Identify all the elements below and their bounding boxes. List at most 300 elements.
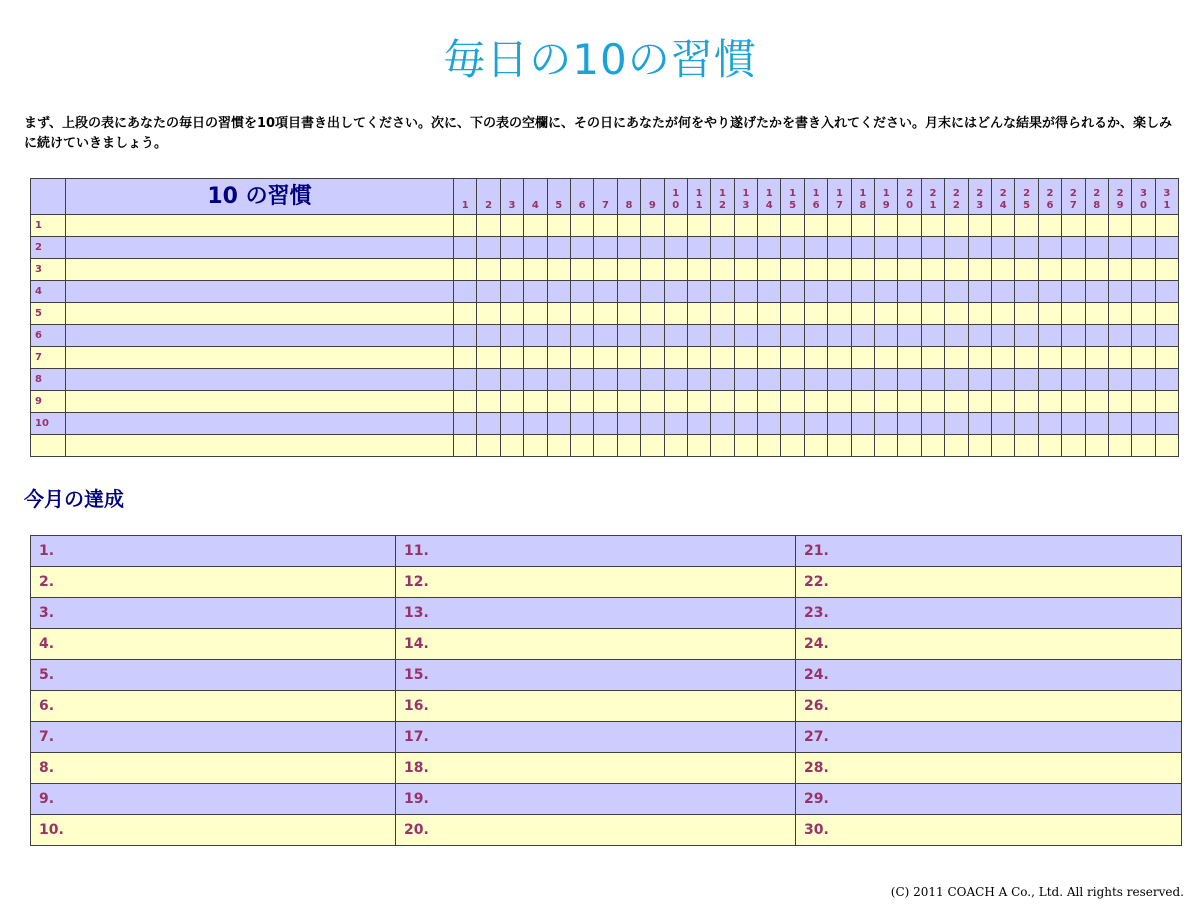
achievement-cell[interactable]: 24. xyxy=(796,629,1182,660)
check-cell[interactable] xyxy=(1132,435,1155,457)
achievement-cell[interactable]: 13. xyxy=(396,598,796,629)
check-cell[interactable] xyxy=(594,259,617,281)
check-cell[interactable] xyxy=(570,391,593,413)
check-cell[interactable] xyxy=(1015,215,1038,237)
check-cell[interactable] xyxy=(1038,215,1061,237)
check-cell[interactable] xyxy=(594,281,617,303)
check-cell[interactable] xyxy=(758,369,781,391)
check-cell[interactable] xyxy=(570,215,593,237)
check-cell[interactable] xyxy=(734,281,757,303)
habit-cell[interactable] xyxy=(66,215,454,237)
check-cell[interactable] xyxy=(547,435,570,457)
check-cell[interactable] xyxy=(1085,347,1108,369)
check-cell[interactable] xyxy=(828,391,851,413)
achievement-cell[interactable]: 24. xyxy=(796,660,1182,691)
check-cell[interactable] xyxy=(594,369,617,391)
check-cell[interactable] xyxy=(968,347,991,369)
check-cell[interactable] xyxy=(804,347,827,369)
check-cell[interactable] xyxy=(1038,413,1061,435)
habit-cell[interactable] xyxy=(66,281,454,303)
habit-cell[interactable] xyxy=(66,347,454,369)
check-cell[interactable] xyxy=(524,237,547,259)
check-cell[interactable] xyxy=(898,413,921,435)
check-cell[interactable] xyxy=(1015,325,1038,347)
check-cell[interactable] xyxy=(500,215,523,237)
check-cell[interactable] xyxy=(500,303,523,325)
check-cell[interactable] xyxy=(454,413,477,435)
check-cell[interactable] xyxy=(781,237,804,259)
check-cell[interactable] xyxy=(1132,347,1155,369)
achievement-cell[interactable]: 20. xyxy=(396,815,796,846)
check-cell[interactable] xyxy=(524,259,547,281)
achievement-cell[interactable]: 22. xyxy=(796,567,1182,598)
check-cell[interactable] xyxy=(1155,281,1178,303)
check-cell[interactable] xyxy=(1038,281,1061,303)
check-cell[interactable] xyxy=(991,325,1014,347)
check-cell[interactable] xyxy=(1132,281,1155,303)
check-cell[interactable] xyxy=(594,325,617,347)
check-cell[interactable] xyxy=(711,237,734,259)
check-cell[interactable] xyxy=(851,303,874,325)
check-cell[interactable] xyxy=(454,347,477,369)
check-cell[interactable] xyxy=(594,303,617,325)
check-cell[interactable] xyxy=(968,281,991,303)
check-cell[interactable] xyxy=(1038,369,1061,391)
check-cell[interactable] xyxy=(711,347,734,369)
check-cell[interactable] xyxy=(991,347,1014,369)
check-cell[interactable] xyxy=(898,303,921,325)
check-cell[interactable] xyxy=(500,281,523,303)
check-cell[interactable] xyxy=(1132,303,1155,325)
check-cell[interactable] xyxy=(711,369,734,391)
check-cell[interactable] xyxy=(898,237,921,259)
check-cell[interactable] xyxy=(477,215,500,237)
check-cell[interactable] xyxy=(687,281,710,303)
habit-cell[interactable] xyxy=(66,391,454,413)
check-cell[interactable] xyxy=(617,237,640,259)
check-cell[interactable] xyxy=(594,413,617,435)
check-cell[interactable] xyxy=(921,281,944,303)
check-cell[interactable] xyxy=(1155,303,1178,325)
check-cell[interactable] xyxy=(945,281,968,303)
check-cell[interactable] xyxy=(781,215,804,237)
check-cell[interactable] xyxy=(570,369,593,391)
check-cell[interactable] xyxy=(734,435,757,457)
check-cell[interactable] xyxy=(1015,259,1038,281)
check-cell[interactable] xyxy=(991,237,1014,259)
check-cell[interactable] xyxy=(828,215,851,237)
check-cell[interactable] xyxy=(500,237,523,259)
check-cell[interactable] xyxy=(524,435,547,457)
achievement-cell[interactable]: 9. xyxy=(31,784,396,815)
check-cell[interactable] xyxy=(851,237,874,259)
check-cell[interactable] xyxy=(945,413,968,435)
check-cell[interactable] xyxy=(500,413,523,435)
check-cell[interactable] xyxy=(758,303,781,325)
check-cell[interactable] xyxy=(547,369,570,391)
check-cell[interactable] xyxy=(851,215,874,237)
check-cell[interactable] xyxy=(1085,325,1108,347)
check-cell[interactable] xyxy=(454,215,477,237)
check-cell[interactable] xyxy=(524,369,547,391)
check-cell[interactable] xyxy=(968,369,991,391)
check-cell[interactable] xyxy=(687,237,710,259)
check-cell[interactable] xyxy=(968,435,991,457)
check-cell[interactable] xyxy=(1108,347,1131,369)
check-cell[interactable] xyxy=(547,347,570,369)
check-cell[interactable] xyxy=(570,237,593,259)
check-cell[interactable] xyxy=(641,215,664,237)
check-cell[interactable] xyxy=(711,215,734,237)
check-cell[interactable] xyxy=(641,237,664,259)
check-cell[interactable] xyxy=(524,325,547,347)
check-cell[interactable] xyxy=(687,413,710,435)
check-cell[interactable] xyxy=(851,325,874,347)
check-cell[interactable] xyxy=(664,369,687,391)
check-cell[interactable] xyxy=(921,303,944,325)
check-cell[interactable] xyxy=(921,369,944,391)
check-cell[interactable] xyxy=(1015,237,1038,259)
check-cell[interactable] xyxy=(828,281,851,303)
check-cell[interactable] xyxy=(570,435,593,457)
check-cell[interactable] xyxy=(477,347,500,369)
check-cell[interactable] xyxy=(1108,369,1131,391)
check-cell[interactable] xyxy=(641,435,664,457)
habit-cell[interactable] xyxy=(66,259,454,281)
check-cell[interactable] xyxy=(734,259,757,281)
check-cell[interactable] xyxy=(687,391,710,413)
check-cell[interactable] xyxy=(851,391,874,413)
check-cell[interactable] xyxy=(758,325,781,347)
achievement-cell[interactable]: 16. xyxy=(396,691,796,722)
check-cell[interactable] xyxy=(1132,413,1155,435)
check-cell[interactable] xyxy=(664,281,687,303)
check-cell[interactable] xyxy=(945,325,968,347)
check-cell[interactable] xyxy=(454,281,477,303)
check-cell[interactable] xyxy=(968,413,991,435)
habit-cell[interactable] xyxy=(66,369,454,391)
check-cell[interactable] xyxy=(1108,237,1131,259)
check-cell[interactable] xyxy=(734,347,757,369)
check-cell[interactable] xyxy=(477,303,500,325)
check-cell[interactable] xyxy=(500,325,523,347)
check-cell[interactable] xyxy=(875,369,898,391)
check-cell[interactable] xyxy=(898,435,921,457)
check-cell[interactable] xyxy=(641,369,664,391)
check-cell[interactable] xyxy=(547,281,570,303)
check-cell[interactable] xyxy=(687,347,710,369)
check-cell[interactable] xyxy=(454,391,477,413)
check-cell[interactable] xyxy=(711,413,734,435)
check-cell[interactable] xyxy=(804,325,827,347)
check-cell[interactable] xyxy=(968,391,991,413)
check-cell[interactable] xyxy=(734,325,757,347)
check-cell[interactable] xyxy=(477,259,500,281)
check-cell[interactable] xyxy=(875,281,898,303)
check-cell[interactable] xyxy=(1155,215,1178,237)
check-cell[interactable] xyxy=(758,435,781,457)
check-cell[interactable] xyxy=(991,215,1014,237)
achievement-cell[interactable]: 14. xyxy=(396,629,796,660)
check-cell[interactable] xyxy=(664,435,687,457)
check-cell[interactable] xyxy=(804,369,827,391)
check-cell[interactable] xyxy=(641,347,664,369)
check-cell[interactable] xyxy=(477,325,500,347)
achievement-cell[interactable]: 17. xyxy=(396,722,796,753)
check-cell[interactable] xyxy=(500,347,523,369)
check-cell[interactable] xyxy=(898,215,921,237)
check-cell[interactable] xyxy=(991,281,1014,303)
check-cell[interactable] xyxy=(1132,237,1155,259)
check-cell[interactable] xyxy=(1062,347,1085,369)
achievement-cell[interactable]: 8. xyxy=(31,753,396,784)
check-cell[interactable] xyxy=(664,237,687,259)
check-cell[interactable] xyxy=(781,435,804,457)
check-cell[interactable] xyxy=(1038,391,1061,413)
check-cell[interactable] xyxy=(781,391,804,413)
check-cell[interactable] xyxy=(594,215,617,237)
check-cell[interactable] xyxy=(1062,413,1085,435)
check-cell[interactable] xyxy=(781,413,804,435)
check-cell[interactable] xyxy=(945,237,968,259)
check-cell[interactable] xyxy=(1015,347,1038,369)
check-cell[interactable] xyxy=(454,259,477,281)
check-cell[interactable] xyxy=(968,325,991,347)
check-cell[interactable] xyxy=(804,215,827,237)
check-cell[interactable] xyxy=(524,391,547,413)
achievement-cell[interactable]: 21. xyxy=(796,536,1182,567)
achievement-cell[interactable]: 18. xyxy=(396,753,796,784)
check-cell[interactable] xyxy=(1108,325,1131,347)
check-cell[interactable] xyxy=(968,215,991,237)
check-cell[interactable] xyxy=(1155,391,1178,413)
check-cell[interactable] xyxy=(500,369,523,391)
check-cell[interactable] xyxy=(758,391,781,413)
achievement-cell[interactable]: 5. xyxy=(31,660,396,691)
check-cell[interactable] xyxy=(921,413,944,435)
check-cell[interactable] xyxy=(1062,259,1085,281)
check-cell[interactable] xyxy=(477,281,500,303)
check-cell[interactable] xyxy=(1038,325,1061,347)
habit-cell[interactable] xyxy=(66,237,454,259)
check-cell[interactable] xyxy=(1062,435,1085,457)
check-cell[interactable] xyxy=(921,325,944,347)
check-cell[interactable] xyxy=(524,347,547,369)
check-cell[interactable] xyxy=(570,347,593,369)
check-cell[interactable] xyxy=(991,369,1014,391)
check-cell[interactable] xyxy=(898,347,921,369)
check-cell[interactable] xyxy=(570,413,593,435)
check-cell[interactable] xyxy=(524,215,547,237)
check-cell[interactable] xyxy=(804,259,827,281)
check-cell[interactable] xyxy=(1038,303,1061,325)
check-cell[interactable] xyxy=(921,435,944,457)
check-cell[interactable] xyxy=(1155,325,1178,347)
check-cell[interactable] xyxy=(570,303,593,325)
check-cell[interactable] xyxy=(594,347,617,369)
check-cell[interactable] xyxy=(828,303,851,325)
check-cell[interactable] xyxy=(594,435,617,457)
check-cell[interactable] xyxy=(828,413,851,435)
check-cell[interactable] xyxy=(570,281,593,303)
check-cell[interactable] xyxy=(945,215,968,237)
check-cell[interactable] xyxy=(477,369,500,391)
check-cell[interactable] xyxy=(1155,369,1178,391)
achievement-cell[interactable]: 23. xyxy=(796,598,1182,629)
check-cell[interactable] xyxy=(1062,303,1085,325)
check-cell[interactable] xyxy=(1155,435,1178,457)
check-cell[interactable] xyxy=(1155,259,1178,281)
check-cell[interactable] xyxy=(781,281,804,303)
check-cell[interactable] xyxy=(1132,259,1155,281)
check-cell[interactable] xyxy=(1015,281,1038,303)
check-cell[interactable] xyxy=(477,413,500,435)
check-cell[interactable] xyxy=(617,347,640,369)
achievement-cell[interactable]: 2. xyxy=(31,567,396,598)
check-cell[interactable] xyxy=(921,347,944,369)
check-cell[interactable] xyxy=(851,435,874,457)
check-cell[interactable] xyxy=(945,347,968,369)
check-cell[interactable] xyxy=(524,413,547,435)
achievement-cell[interactable]: 12. xyxy=(396,567,796,598)
check-cell[interactable] xyxy=(875,347,898,369)
check-cell[interactable] xyxy=(547,303,570,325)
check-cell[interactable] xyxy=(454,325,477,347)
check-cell[interactable] xyxy=(664,347,687,369)
check-cell[interactable] xyxy=(1085,369,1108,391)
check-cell[interactable] xyxy=(781,259,804,281)
check-cell[interactable] xyxy=(524,281,547,303)
check-cell[interactable] xyxy=(1108,281,1131,303)
check-cell[interactable] xyxy=(641,303,664,325)
check-cell[interactable] xyxy=(500,391,523,413)
check-cell[interactable] xyxy=(1085,413,1108,435)
achievement-cell[interactable]: 3. xyxy=(31,598,396,629)
check-cell[interactable] xyxy=(734,413,757,435)
check-cell[interactable] xyxy=(875,391,898,413)
check-cell[interactable] xyxy=(898,281,921,303)
check-cell[interactable] xyxy=(617,281,640,303)
check-cell[interactable] xyxy=(851,369,874,391)
check-cell[interactable] xyxy=(875,259,898,281)
check-cell[interactable] xyxy=(641,413,664,435)
check-cell[interactable] xyxy=(687,325,710,347)
check-cell[interactable] xyxy=(804,391,827,413)
check-cell[interactable] xyxy=(1108,303,1131,325)
check-cell[interactable] xyxy=(1062,237,1085,259)
check-cell[interactable] xyxy=(1038,347,1061,369)
check-cell[interactable] xyxy=(617,413,640,435)
check-cell[interactable] xyxy=(1108,413,1131,435)
check-cell[interactable] xyxy=(477,391,500,413)
check-cell[interactable] xyxy=(1155,237,1178,259)
check-cell[interactable] xyxy=(828,369,851,391)
habit-cell[interactable] xyxy=(66,325,454,347)
check-cell[interactable] xyxy=(687,369,710,391)
check-cell[interactable] xyxy=(758,281,781,303)
check-cell[interactable] xyxy=(1085,391,1108,413)
check-cell[interactable] xyxy=(547,215,570,237)
check-cell[interactable] xyxy=(875,435,898,457)
check-cell[interactable] xyxy=(781,369,804,391)
check-cell[interactable] xyxy=(711,435,734,457)
check-cell[interactable] xyxy=(851,413,874,435)
check-cell[interactable] xyxy=(477,435,500,457)
achievement-cell[interactable]: 29. xyxy=(796,784,1182,815)
check-cell[interactable] xyxy=(734,237,757,259)
check-cell[interactable] xyxy=(1015,303,1038,325)
check-cell[interactable] xyxy=(617,369,640,391)
check-cell[interactable] xyxy=(1085,215,1108,237)
check-cell[interactable] xyxy=(921,259,944,281)
check-cell[interactable] xyxy=(968,303,991,325)
check-cell[interactable] xyxy=(477,237,500,259)
check-cell[interactable] xyxy=(617,303,640,325)
check-cell[interactable] xyxy=(570,325,593,347)
achievement-cell[interactable]: 4. xyxy=(31,629,396,660)
achievement-cell[interactable]: 28. xyxy=(796,753,1182,784)
check-cell[interactable] xyxy=(921,391,944,413)
check-cell[interactable] xyxy=(687,215,710,237)
check-cell[interactable] xyxy=(758,215,781,237)
check-cell[interactable] xyxy=(664,215,687,237)
check-cell[interactable] xyxy=(547,237,570,259)
check-cell[interactable] xyxy=(1155,413,1178,435)
check-cell[interactable] xyxy=(1015,369,1038,391)
check-cell[interactable] xyxy=(828,435,851,457)
check-cell[interactable] xyxy=(875,237,898,259)
check-cell[interactable] xyxy=(570,259,593,281)
check-cell[interactable] xyxy=(898,391,921,413)
check-cell[interactable] xyxy=(641,259,664,281)
check-cell[interactable] xyxy=(875,303,898,325)
check-cell[interactable] xyxy=(945,259,968,281)
check-cell[interactable] xyxy=(1038,259,1061,281)
achievement-cell[interactable]: 27. xyxy=(796,722,1182,753)
check-cell[interactable] xyxy=(547,259,570,281)
check-cell[interactable] xyxy=(781,303,804,325)
check-cell[interactable] xyxy=(617,325,640,347)
check-cell[interactable] xyxy=(711,303,734,325)
check-cell[interactable] xyxy=(711,325,734,347)
check-cell[interactable] xyxy=(454,237,477,259)
check-cell[interactable] xyxy=(921,237,944,259)
check-cell[interactable] xyxy=(1132,325,1155,347)
check-cell[interactable] xyxy=(734,215,757,237)
achievement-cell[interactable]: 1. xyxy=(31,536,396,567)
check-cell[interactable] xyxy=(454,435,477,457)
check-cell[interactable] xyxy=(758,237,781,259)
check-cell[interactable] xyxy=(524,303,547,325)
check-cell[interactable] xyxy=(1015,413,1038,435)
check-cell[interactable] xyxy=(1085,281,1108,303)
check-cell[interactable] xyxy=(1108,259,1131,281)
check-cell[interactable] xyxy=(945,303,968,325)
check-cell[interactable] xyxy=(921,215,944,237)
check-cell[interactable] xyxy=(828,237,851,259)
check-cell[interactable] xyxy=(711,259,734,281)
achievement-cell[interactable]: 26. xyxy=(796,691,1182,722)
check-cell[interactable] xyxy=(641,325,664,347)
check-cell[interactable] xyxy=(828,259,851,281)
check-cell[interactable] xyxy=(851,281,874,303)
check-cell[interactable] xyxy=(804,413,827,435)
check-cell[interactable] xyxy=(1062,215,1085,237)
check-cell[interactable] xyxy=(711,391,734,413)
check-cell[interactable] xyxy=(547,391,570,413)
check-cell[interactable] xyxy=(945,369,968,391)
check-cell[interactable] xyxy=(711,281,734,303)
